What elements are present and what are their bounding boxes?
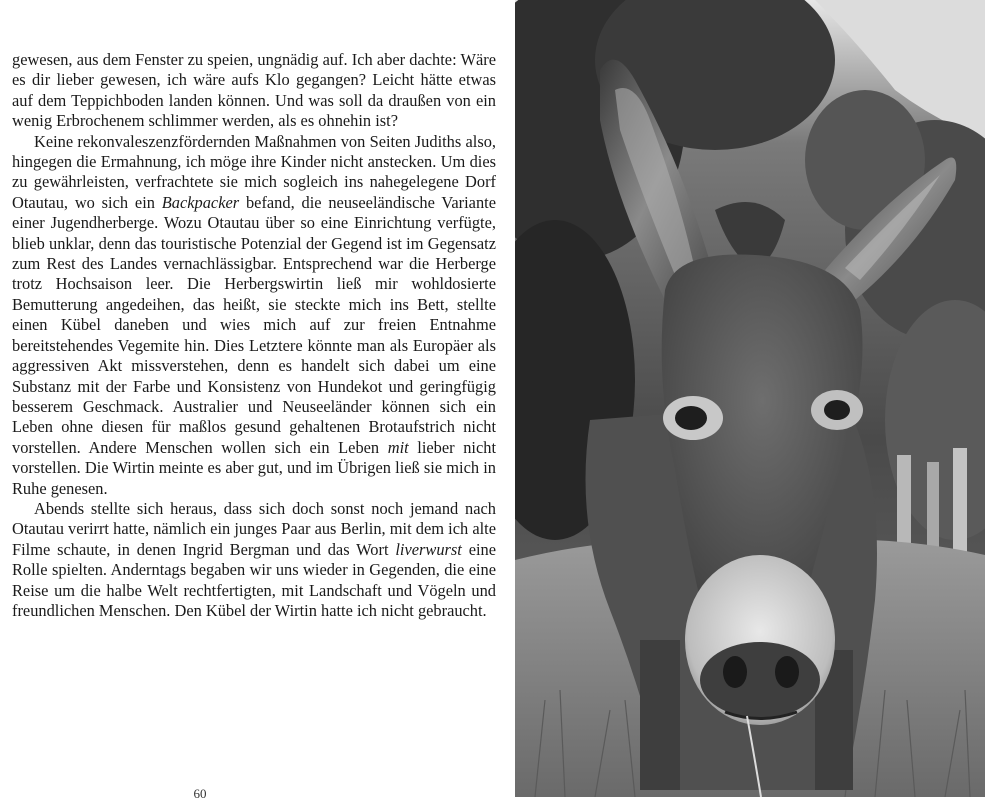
text-segment: gewesen, aus dem Fenster zu speien, ungnädig auf. Ich aber dachte: Wäre es dir lieber gewesen, ich wäre aufs Klo gegangen? Leicht hätte etwas auf dem Teppichboden landen können. Und was soll da draußen von ein wenig Erbrochenem schlimmer werden, als es ohnehin ist?	[12, 50, 496, 131]
text-segment: befand, die neuseeländische Variante einer Jugendherberge. Wozu Otautau über so eine Einrichtung verfügte, blieb unklar, denn das touristische Potenzial der Gegend ist im Gegensatz zum Rest des Landes vernachlässigbar. Entsprechend war die Herberge trotz Hochsaison leer. Die Herbergswirtin ließ mir wohldosierte Bemutterung angedeihen, das heißt, sie steckte mich ins Bett, stellte einen Kübel daneben und wies mich auf zur freien Entnahme bereitstehendes Vegemite hin. Dies Letztere könnte man als Europäer als aggressiven Akt missverstehen, denn es handelt sich dabei um eine Substanz mit der Farbe und Konsistenz von Hundekot und geringfügig besserem Geschmack. Australier und Neuseeländer können sich ein Leben ohne diesen für maßlos gesund gehaltenen Brotaufstrich nicht vorstellen. Andere Menschen wollen sich ein Leben	[12, 192, 496, 457]
donkey-nose	[700, 642, 820, 718]
italic-term: Backpacker	[161, 192, 240, 212]
text-segment: Keine rekonvaleszenzfördernden Maßnahmen von Seiten Judiths also, hingegen die Ermahnung, ich möge ihre Kinder nicht anstecken. Um dies zu gewährleisten, verfrachtete sie mich sogleich ins nahegelegene Dorf Otautau, wo sich ein	[12, 131, 496, 212]
text-column	[12, 50, 496, 621]
donkey-eye-right	[811, 390, 863, 430]
text-segment: Abends stellte sich heraus, dass sich doch sonst noch jemand nach Otautau verirrt hatte, nämlich ein junges Paar aus Berlin, mit dem ich alte Filme schaute, in denen Ingrid Bergman und das Wort	[12, 498, 496, 559]
paragraph	[12, 499, 496, 621]
italic-term: liverwurst	[395, 539, 462, 559]
paragraph	[12, 132, 496, 499]
donkey-illustration	[515, 0, 985, 797]
donkey-photo	[515, 0, 985, 797]
text-segment: lieber nicht vorstellen. Die Wirtin meinte es aber gut, und im Übrigen ließ sie mich in Ruhe genesen.	[12, 437, 497, 498]
paragraph	[12, 50, 496, 132]
donkey-leg-left	[640, 640, 680, 790]
text-segment: eine Rolle spielten. Anderntags begaben wir uns wieder in Gegenden, die eine Reise um die halbe Welt rechtfertigten, mit Landschaft und Vögeln und freundlichen Menschen. Den Kübel der Wirtin hatte ich nicht gebraucht.	[12, 539, 496, 620]
donkey-eye-left	[663, 396, 723, 440]
italic-term: mit	[387, 437, 409, 457]
page-number: 60	[193, 786, 207, 800]
